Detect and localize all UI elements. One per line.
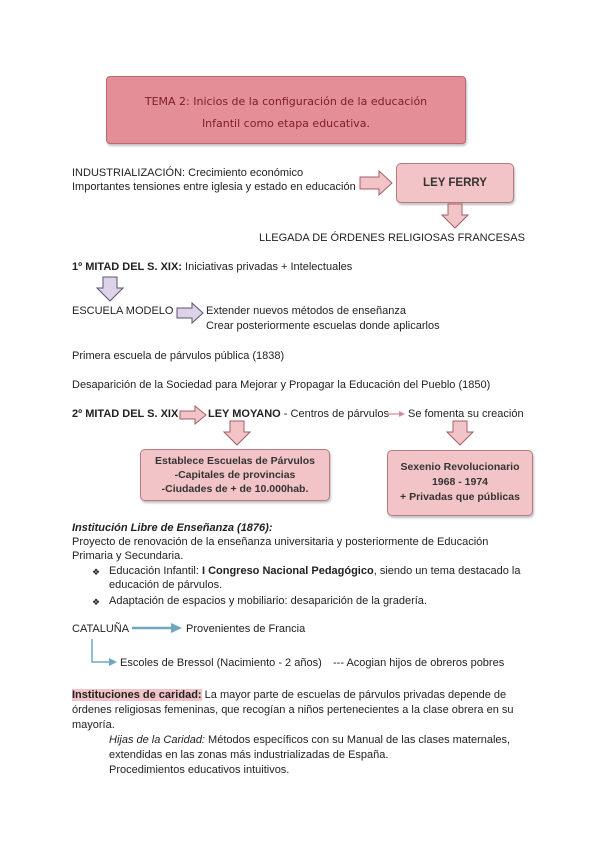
- teal-right-arrow-icon: [131, 620, 183, 636]
- primera-mitad-label: 1º MITAD DEL S. XIX:: [72, 261, 182, 273]
- sexenio-line-2: 1968 - 1974: [431, 476, 489, 488]
- bullet-1-prefix: Educación Infantil:: [109, 565, 202, 577]
- institucion-line-2: Primaria y Secundaria.: [72, 550, 184, 562]
- llegada-text: LLEGADA DE ÓRDENES RELIGIOSAS FRANCESAS: [259, 232, 525, 244]
- cataluna-label: CATALUÑA: [72, 623, 130, 635]
- diamond-bullet-icon: ❖: [92, 567, 101, 577]
- down-arrow-icon: [446, 420, 474, 446]
- hijas-line-1: [109, 733, 510, 747]
- hijas-label: Hijas de la Caridad:: [109, 734, 205, 746]
- right-arrow-icon: [359, 170, 393, 196]
- segunda-mitad-label: 2º MITAD DEL S. XIX: [72, 408, 179, 420]
- title-banner: [106, 76, 466, 144]
- industrializacion-line-1: INDUSTRIALIZACIÓN: Crecimiento económico: [72, 167, 304, 179]
- ley-ferry-box: [396, 163, 514, 203]
- down-arrow-icon: [96, 276, 124, 302]
- ley-moyano-label: LEY MOYANO: [208, 408, 281, 420]
- centros-parvulos-text: - Centros de párvulos: [280, 408, 389, 420]
- diamond-bullet-icon: ❖: [92, 597, 101, 607]
- escuela-modelo-item-1: Extender nuevos métodos de enseñanza: [206, 305, 406, 317]
- escuela-modelo-item-2: Crear posteriormente escuelas donde aplicarlos: [206, 320, 440, 332]
- bullet-1-bold: I Congreso Nacional Pedagógico: [201, 565, 374, 577]
- primera-mitad-text: Iniciativas privadas + Intelectuales: [181, 261, 353, 273]
- bullet-1-suffix: , siendo un tema destacado la: [373, 565, 521, 577]
- teal-elbow-arrow-icon: [88, 638, 118, 668]
- right-arrow-icon: [176, 302, 204, 324]
- institucion-line-1: Proyecto de renovación de la enseñanza universitaria y posteriormente de Educación: [72, 536, 489, 548]
- right-arrow-icon: [179, 405, 207, 425]
- thin-right-arrow-icon: [386, 409, 406, 419]
- acogian-text: --- Acogian hijos de obreros pobres: [333, 657, 505, 669]
- hijas-line-3: Procedimientos educativos intuitivos.: [109, 764, 290, 776]
- down-arrow-icon: [223, 420, 251, 446]
- title-line-1: TEMA 2: Inicios de la configuración de la educación: [144, 95, 428, 108]
- sexenio-box: [387, 450, 533, 516]
- caridad-line-3: mayoría.: [72, 719, 115, 731]
- institucion-bullet-2: Adaptación de espacios y mobiliario: desaparición de la gradería.: [109, 595, 427, 607]
- industrializacion-line-2: Importantes tensiones entre iglesia y estado en educación: [72, 181, 356, 193]
- primera-mitad-line: [72, 260, 352, 274]
- establece-line-3: -Ciudades de + de 10.000hab.: [161, 483, 309, 495]
- sexenio-line-3: + Privadas que públicas: [400, 491, 520, 503]
- title-line-2: Infantil como etapa educativa.: [201, 117, 371, 130]
- establece-line-1: Establece Escuelas de Párvulos: [155, 455, 315, 467]
- establece-box: [140, 449, 330, 501]
- caridad-line-1: [72, 688, 506, 702]
- escoles-text: Escoles de Bressol (Nacimiento - 2 años): [120, 657, 322, 669]
- provenientes-text: Provenientes de Francia: [186, 623, 306, 635]
- institucion-bullet-1: [109, 564, 520, 578]
- caridad-text-1: La mayor parte de escuelas de párvulos privadas depende de: [201, 689, 507, 701]
- establece-line-2: -Capitales de provincias: [174, 469, 296, 481]
- ley-ferry-label: LEY FERRY: [423, 177, 487, 189]
- hijas-text: Métodos específicos con su Manual de las clases maternales,: [205, 734, 511, 746]
- institucion-heading: Institución Libre de Enseñanza (1876):: [72, 522, 273, 534]
- institucion-bullet-1-line-2: educación de párvulos.: [109, 579, 223, 591]
- sexenio-line-1: Sexenio Revolucionario: [400, 461, 520, 473]
- ley-moyano-line: [208, 407, 389, 421]
- escuela-modelo-label: ESCUELA MODELO: [72, 305, 174, 317]
- caridad-label: Instituciones de caridad:: [72, 689, 202, 701]
- down-arrow-icon: [441, 203, 469, 229]
- hijas-line-2: extendidas en las zonas más industrializadas de España.: [109, 749, 389, 761]
- desaparicion-text: Desaparición de la Sociedad para Mejorar y Propagar la Educación del Pueblo (1850): [72, 379, 491, 391]
- caridad-line-2: órdenes religiosas femeninas, que recogían a niños pertenecientes a la clase obrera en su: [72, 704, 514, 716]
- primera-escuela-text: Primera escuela de párvulos pública (1838): [72, 350, 285, 362]
- fomenta-text: Se fomenta su creación: [408, 408, 524, 420]
